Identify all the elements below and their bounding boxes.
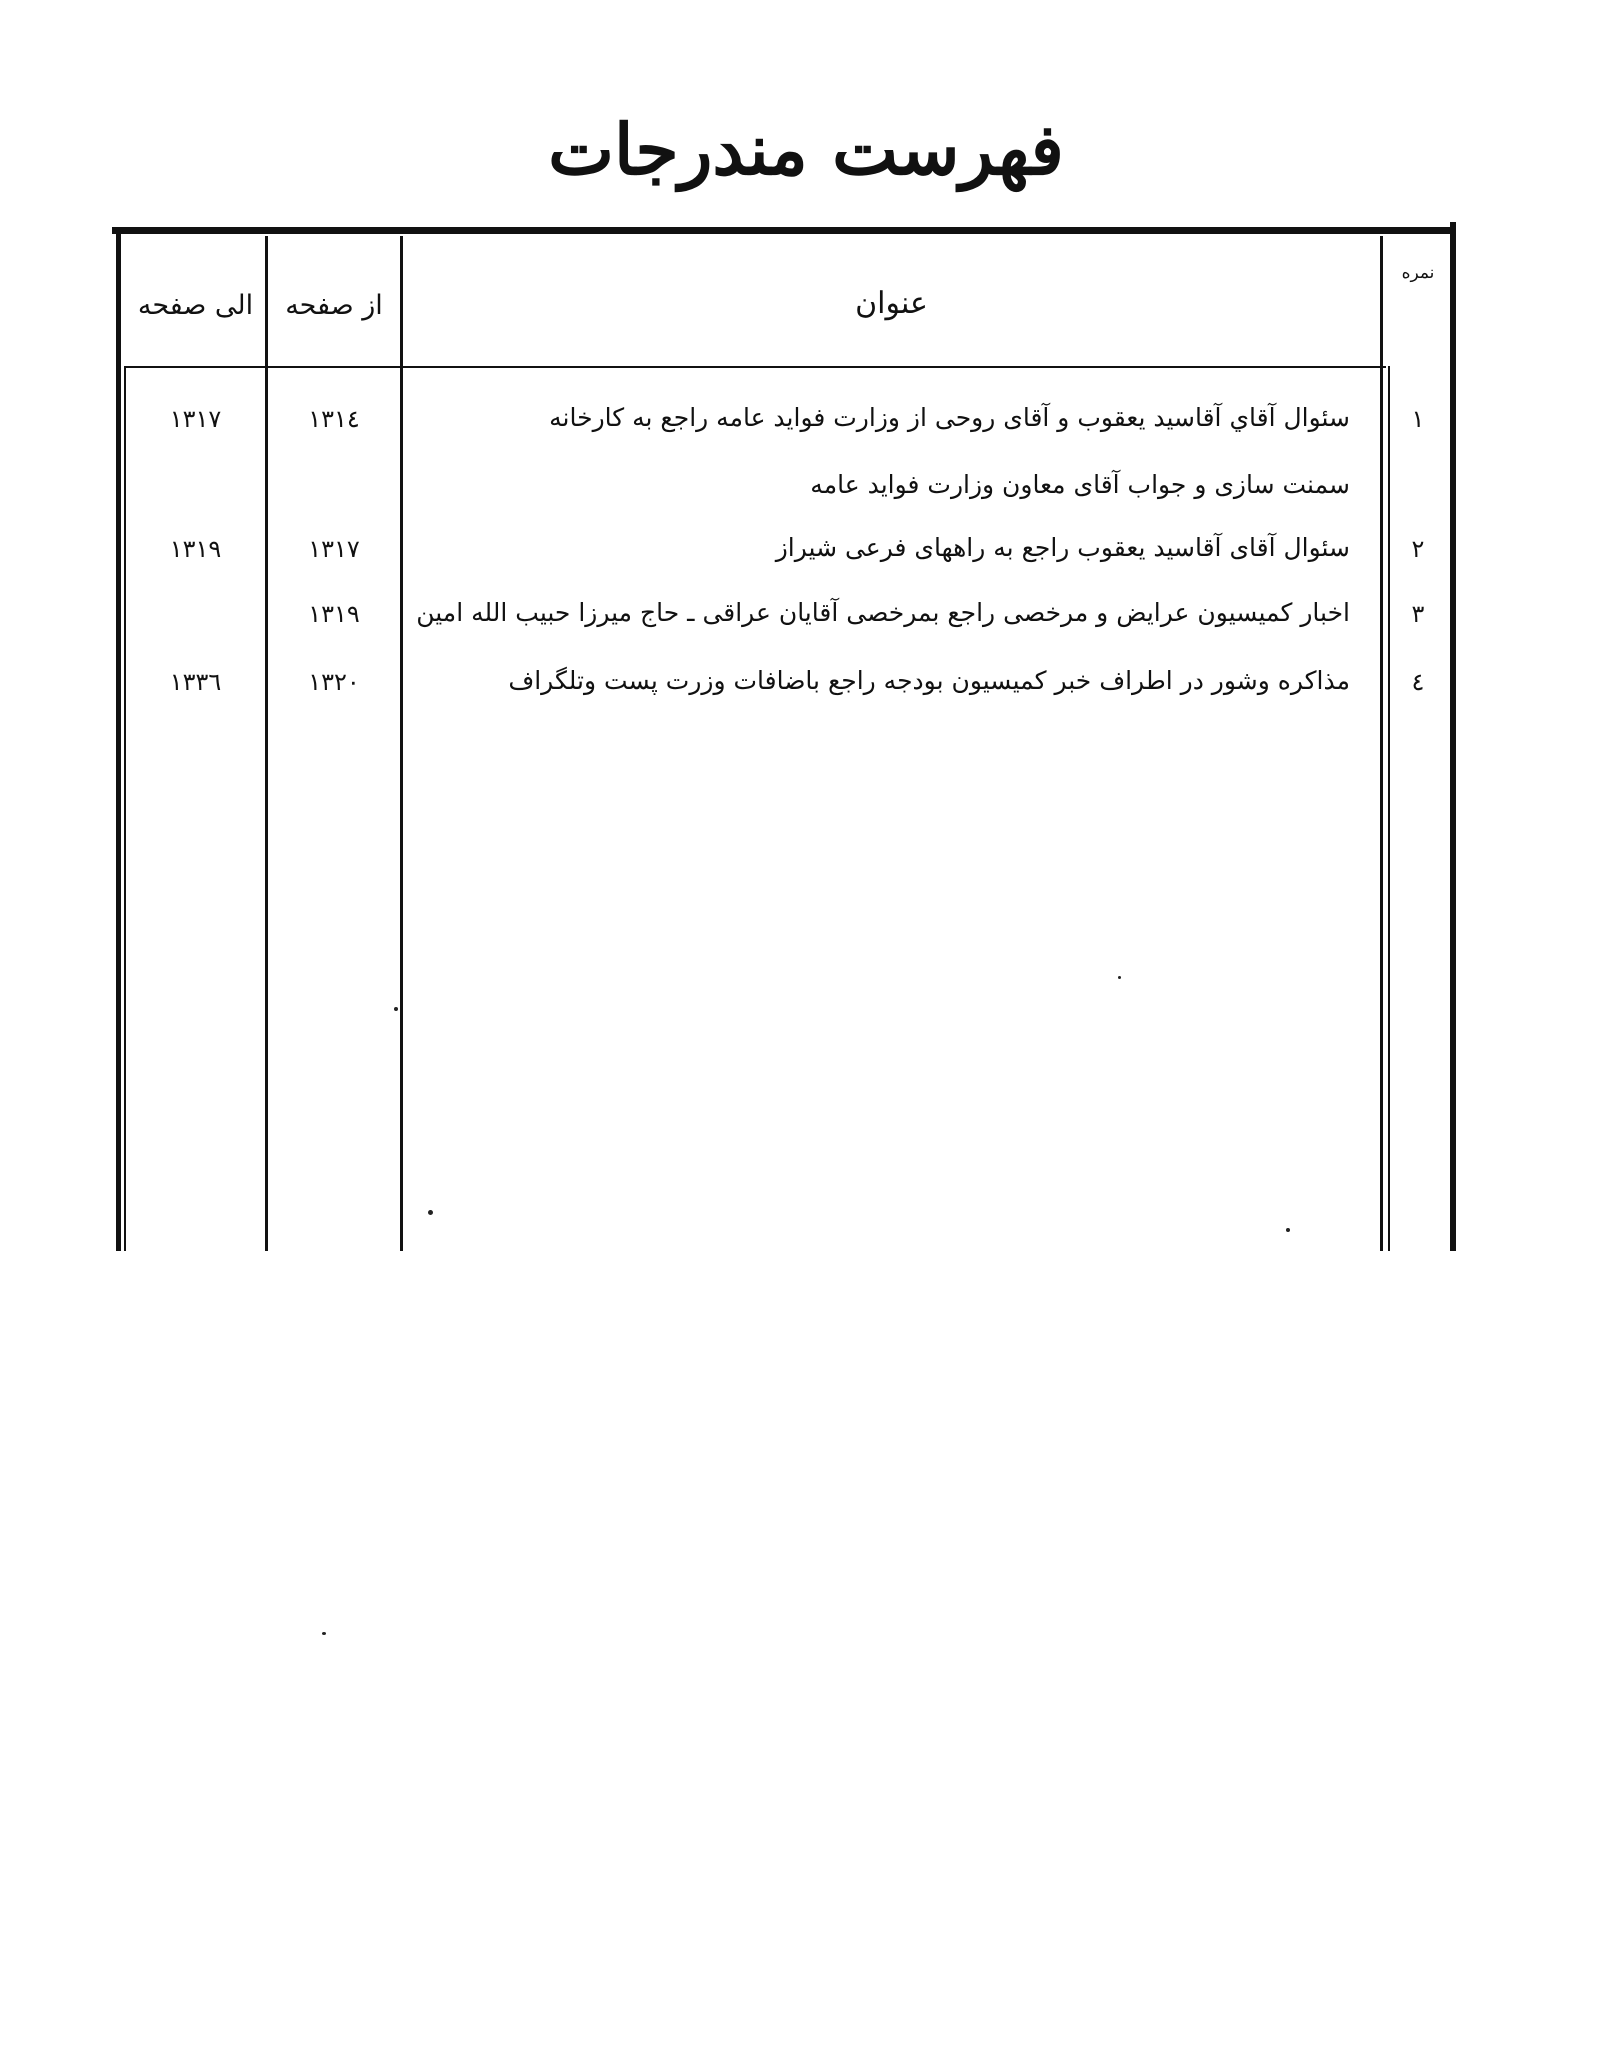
table-top-rule xyxy=(112,227,1456,234)
table-left-inner-border xyxy=(124,366,126,1251)
table-header-rule xyxy=(124,366,1386,368)
header-to-page: الی صفحه xyxy=(137,290,254,321)
scan-speck xyxy=(1286,1228,1290,1232)
scan-speck xyxy=(394,1007,398,1011)
row-1-title-line-1: سئوال آقاي آقاسيد يعقوب و آقاى روحى از وزارت فوايد عامه راجع به كارخانه xyxy=(549,403,1350,432)
row-2-from-page: ۱۳۱۷ xyxy=(308,535,360,563)
row-3-number: ۳ xyxy=(1411,600,1425,628)
row-4-title-line-1: مذاكره وشور در اطراف خبر كميسيون بودجه راجع باضافات وزرت پست وتلگراف xyxy=(508,666,1350,695)
scan-speck xyxy=(322,1632,326,1635)
header-number: نمره xyxy=(1401,263,1435,283)
row-3-from-page: ۱۳۱۹ xyxy=(308,600,360,628)
row-1-number: ۱ xyxy=(1411,405,1425,433)
row-3-title-line-1: اخبار كميسيون عرايض و مرخصى راجع بمرخصى آقايان عراقى ـ حاج ميرزا حبيب الله امين xyxy=(416,598,1350,627)
row-1-title-line-2: سمنت سازى و جواب آقاى معاون وزارت فوايد عامه xyxy=(810,470,1350,499)
row-1-from-page: ۱۳۱٤ xyxy=(308,405,360,433)
row-2-to-page: ۱۳۱۹ xyxy=(169,535,222,563)
scan-speck xyxy=(428,1210,433,1215)
column-divider-to-from xyxy=(265,236,268,1251)
row-1-to-page: ۱۳۱۷ xyxy=(169,405,222,433)
row-4-to-page: ۱۳۳٦ xyxy=(169,668,222,696)
header-title: عنوان xyxy=(855,286,928,321)
table-left-border xyxy=(116,227,121,1251)
table-right-border xyxy=(1450,222,1456,1251)
row-2-title-line-1: سئوال آقاى آقاسيد يعقوب راجع به راههاى فرعى شيراز xyxy=(775,533,1350,562)
scan-speck xyxy=(1118,976,1121,979)
header-from-page: از صفحه xyxy=(285,290,383,321)
column-divider-title-number xyxy=(1380,236,1383,1251)
row-4-number: ٤ xyxy=(1411,668,1425,696)
row-4-from-page: ۱۳۲۰ xyxy=(308,668,360,696)
page-title: فهرست مندرجات xyxy=(548,108,1064,191)
column-divider-inner xyxy=(1388,366,1390,1251)
column-divider-from-title xyxy=(400,236,403,1251)
row-2-number: ۲ xyxy=(1411,535,1425,563)
